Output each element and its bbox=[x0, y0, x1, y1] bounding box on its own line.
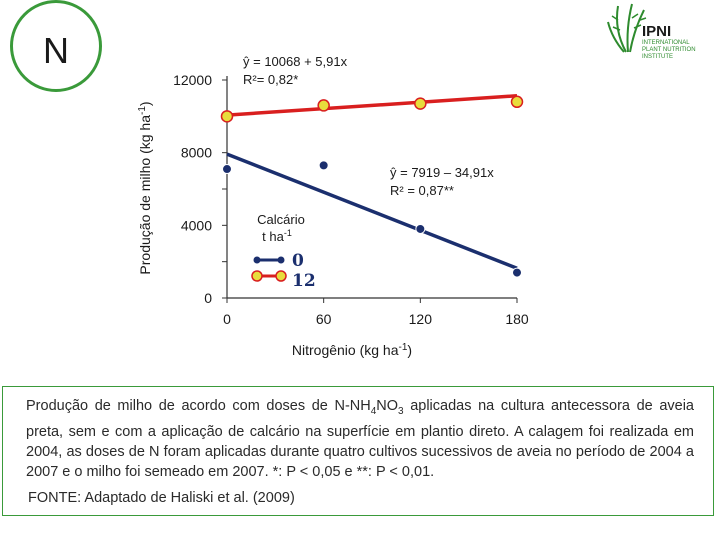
fit-line-series-12 bbox=[227, 96, 517, 115]
data-point-series-12 bbox=[222, 111, 233, 122]
legend-marker-0a bbox=[254, 257, 261, 264]
legend-label-12: 12 bbox=[292, 271, 316, 291]
data-point-series-0 bbox=[416, 224, 425, 233]
legend-marker-12b bbox=[276, 271, 286, 281]
logo-abbr: IPNI bbox=[642, 23, 672, 40]
equation-series-0: ŷ = 7919 – 34,91x bbox=[390, 165, 494, 180]
data-point-series-12 bbox=[415, 98, 426, 109]
chart-series-points bbox=[222, 96, 523, 277]
figure-caption: Produção de milho de acordo com doses de $N-NH_4NO_3$ aplicadas na cultura antecessora de aveia preta, sem e com a aplicação de calcário na superfície em plantio direto. A calagem foi realizada em 2004, as doses de N foram aplicadas durante quatro cultivos sucessivos de aveia no período de 2004 a 2007 e o milho foi semeado em 2007. *: P < 0,05 e **: P < 0,01. bbox=[26, 398, 694, 480]
legend-marker-0b bbox=[278, 257, 285, 264]
data-point-series-12 bbox=[512, 96, 523, 107]
legend-title-line2: t $ha^{-1}$ bbox=[262, 228, 292, 244]
equation-series-12: ŷ = 10068 + 5,91x bbox=[243, 54, 348, 69]
x-tick-label: 120 bbox=[408, 311, 433, 327]
legend-title-line1: Calcário bbox=[257, 212, 305, 227]
x-axis-label: Nitrogênio (kg $ha^{-1}$) bbox=[291, 342, 413, 358]
n-badge-letter: N bbox=[43, 30, 69, 71]
legend-marker-12a bbox=[252, 271, 262, 281]
y-tick-label: 12000 bbox=[173, 72, 212, 88]
y-tick-label: 0 bbox=[204, 290, 212, 306]
y-tick-label: 8000 bbox=[180, 144, 212, 161]
data-point-series-0 bbox=[319, 161, 328, 170]
x-tick-label: 180 bbox=[505, 311, 529, 327]
x-axis-label-main: Nitrogênio (kg ha bbox=[291, 342, 399, 358]
data-point-series-12 bbox=[318, 100, 329, 111]
chart-axes bbox=[227, 76, 517, 298]
y-tick-label: 4000 bbox=[180, 217, 212, 234]
y-axis-label: Produção de milho (kg $ha^{-1}$) bbox=[137, 101, 153, 275]
legend-title-unit: t ha bbox=[262, 229, 284, 244]
legend bbox=[252, 251, 316, 291]
data-point-series-0 bbox=[513, 268, 522, 277]
logo-line2: PLANT NUTRITION bbox=[642, 47, 696, 53]
y-axis-label-main: Produção de milho (kg ha bbox=[137, 115, 153, 275]
x-tick-label: 0 bbox=[223, 311, 231, 327]
x-tick-label: 60 bbox=[315, 311, 332, 327]
figure-source: FONTE: Adaptado de Haliski et al. (2009) bbox=[28, 490, 295, 506]
r2-series-12: R²= 0,82* bbox=[243, 72, 299, 87]
data-point-series-0 bbox=[223, 165, 232, 174]
logo-line3: INSTITUTE bbox=[642, 54, 673, 60]
r2-series-0: R² = 0,87** bbox=[390, 183, 454, 198]
logo-line1: INTERNATIONAL bbox=[642, 40, 690, 46]
legend-label-0: 0 bbox=[292, 251, 304, 271]
y-axis-label-sup: -1 bbox=[137, 106, 148, 116]
